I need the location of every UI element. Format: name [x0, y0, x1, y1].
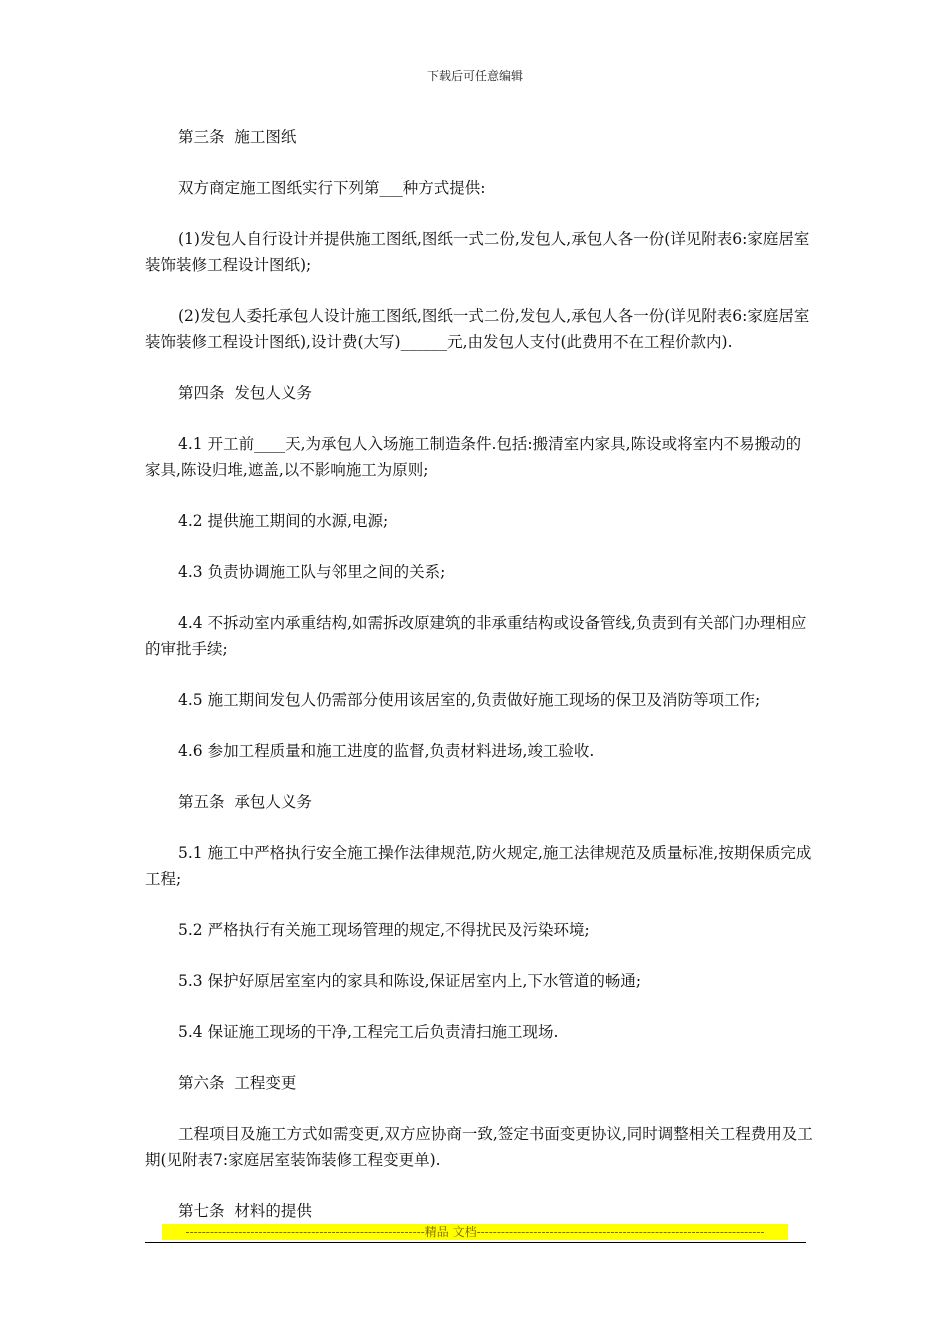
- article-3-option-1: (1)发包人自行设计并提供施工图纸,图纸一式二份,发包人,承包人各一份(详见附表6:家庭居室装饰装修工程设计图纸);: [145, 230, 810, 274]
- clause-4-3: 4.3 负责协调施工队与邻里之间的关系;: [178, 563, 446, 581]
- clause-5-3: 5.3 保护好原居室室内的家具和陈设,保证居室内上,下水管道的畅通;: [178, 972, 642, 990]
- article-5-heading: 第五条 承包人义务: [178, 793, 312, 811]
- clause-5-4: 5.4 保证施工现场的干净,工程完工后负责清扫施工现场.: [178, 1023, 559, 1041]
- clause-4-4: 4.4 不拆动室内承重结构,如需拆改原建筑的非承重结构或设备管线,负责到有关部门办理相应的审批手续;: [145, 614, 807, 658]
- article-3-intro: 双方商定施工图纸实行下列第___种方式提供:: [178, 179, 486, 197]
- clause-5-2: 5.2 严格执行有关施工现场管理的规定,不得扰民及污染环境;: [178, 921, 590, 939]
- clause-4-6: 4.6 参加工程质量和施工进度的监督,负责材料进场,竣工验收.: [178, 742, 595, 760]
- article-7-heading: 第七条 材料的提供: [178, 1202, 312, 1220]
- footer-watermark: -----------------------------------------------------------精品 文档-----------------------------------------------------------------------: [162, 1224, 788, 1240]
- footer-divider: [145, 1242, 806, 1243]
- clause-4-5: 4.5 施工期间发包人仍需部分使用该居室的,负责做好施工现场的保卫及消防等项工作;: [178, 691, 761, 709]
- page-header: 下载后可任意编辑: [426, 69, 523, 83]
- clause-5-1: 5.1 施工中严格执行安全施工操作法律规范,防火规定,施工法律规范及质量标准,按期保质完成工程;: [145, 844, 812, 888]
- clause-4-2: 4.2 提供施工期间的水源,电源;: [178, 512, 389, 530]
- clause-4-1: 4.1 开工前____天,为承包人入场施工制造条件.包括:搬清室内家具,陈设或将室内不易搬动的家具,陈设归堆,遮盖,以不影响施工为原则;: [145, 435, 802, 479]
- document-body: [145, 124, 813, 1249]
- article-3-option-2: (2)发包人委托承包人设计施工图纸,图纸一式二份,发包人,承包人各一份(详见附表6:家庭居室装饰装修工程设计图纸),设计费(大写)______元,由发包人支付(此费用不在工程价款内).: [145, 307, 810, 351]
- article-6-heading: 第六条 工程变更: [178, 1074, 297, 1092]
- article-6-body: 工程项目及施工方式如需变更,双方应协商一致,签定书面变更协议,同时调整相关工程费用及工期(见附表7:家庭居室装饰装修工程变更单).: [145, 1125, 813, 1169]
- article-3-heading: 第三条 施工图纸: [178, 128, 297, 146]
- article-4-heading: 第四条 发包人义务: [178, 384, 312, 402]
